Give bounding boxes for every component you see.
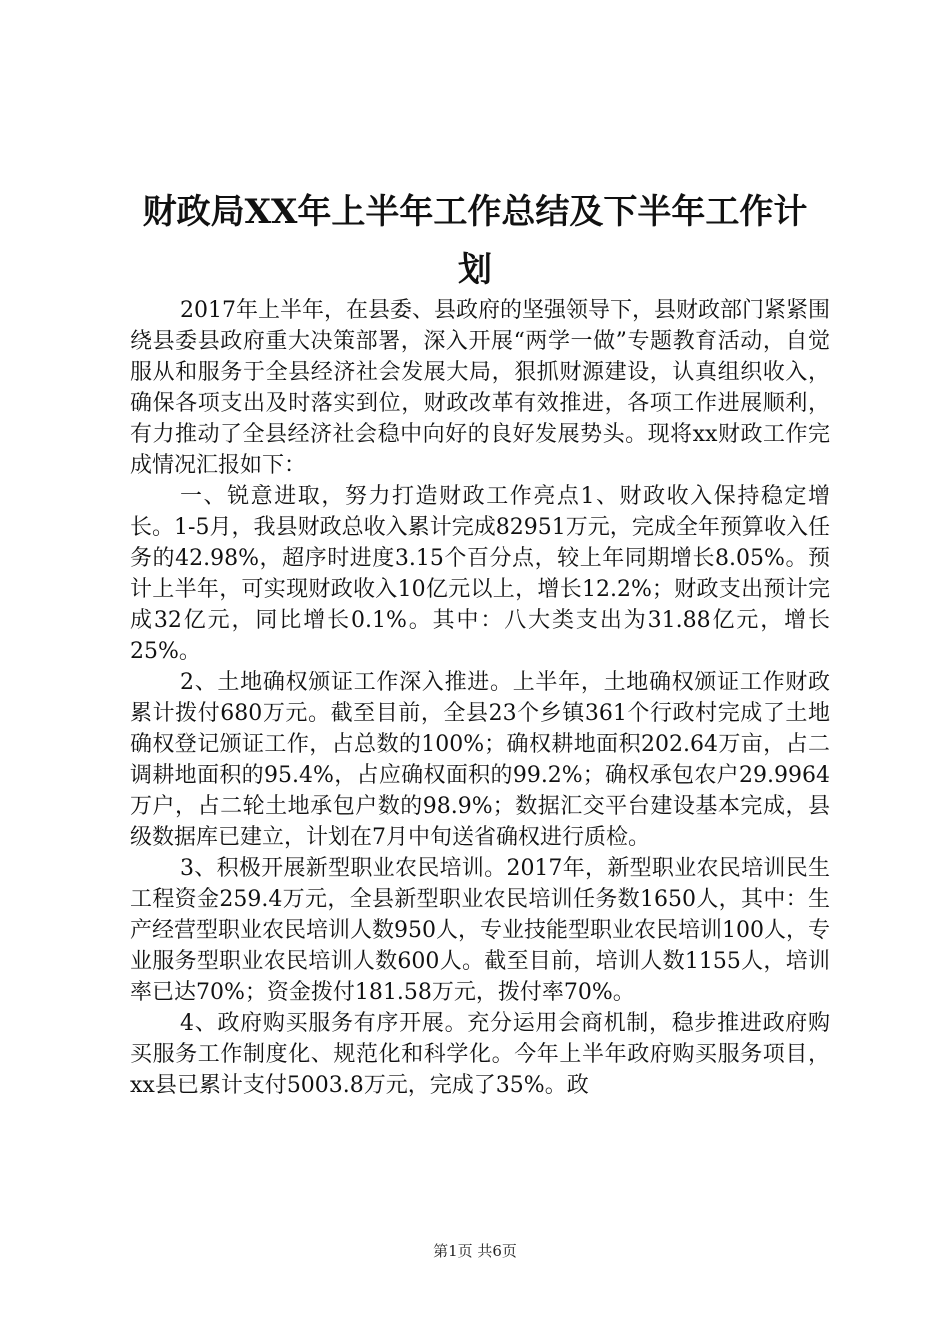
- paragraph-section-2: 2、土地确权颁证工作深入推进。上半年，土地确权颁证工作财政累计拨付680万元。截至目前，全县23个乡镇361个行政村完成了土地确权登记颁证工作，占总数的100%；确权耕地面积202.64万亩，占二调耕地面积的95.4%，占应确权面积的99.2%；确权承包农户29.9964万户，占二轮土地承包户数的98.9%；数据汇交平台建设基本完成，县级数据库已建立，计划在7月中旬送省确权进行质检。: [130, 670, 830, 850]
- paragraph-intro: 2017年上半年，在县委、县政府的坚强领导下，县财政部门紧紧围绕县委县政府重大决策部署，深入开展“两学一做”专题教育活动，自觉服从和服务于全县经济社会发展大局，狠抓财源建设，认真组织收入，确保各项支出及时落实到位，财政改革有效推进，各项工作进展顺利，有力推动了全县经济社会稳中向好的良好发展势头。现将xx财政工作完成情况汇报如下：: [130, 298, 830, 478]
- document-body: [130, 295, 830, 1101]
- paragraph-section-3: 3、积极开展新型职业农民培训。2017年，新型职业农民培训民生工程资金259.4万元，全县新型职业农民培训任务数1650人，其中：生产经营型职业农民培训人数950人，专业技能型职业农民培训100人，专业服务型职业农民培训人数600人。截至目前，培训人数1155人，培训率已达70%；资金拨付181.58万元，拨付率70%。: [130, 856, 830, 1005]
- paragraph-section-1: 一、锐意进取，努力打造财政工作亮点1、财政收入保持稳定增长。1-5月，我县财政总收入累计完成82951万元，完成全年预算收入任务的42.98%，超序时进度3.15个百分点，较上年同期增长8.05%。预计上半年，可实现财政收入10亿元以上，增长12.2%；财政支出预计完成32亿元，同比增长0.1%。其中：八大类支出为31.88亿元，增长25%。: [130, 484, 830, 664]
- document-title: 财政局XX年上半年工作总结及下半年工作计划: [142, 192, 808, 290]
- paragraph-section-4: 4、政府购买服务有序开展。充分运用会商机制，稳步推进政府购买服务工作制度化、规范化和科学化。今年上半年政府购买服务项目，xx县已累计支付5003.8万元，完成了35%。政: [130, 1011, 830, 1098]
- page-footer: 第1页 共6页: [433, 1242, 517, 1260]
